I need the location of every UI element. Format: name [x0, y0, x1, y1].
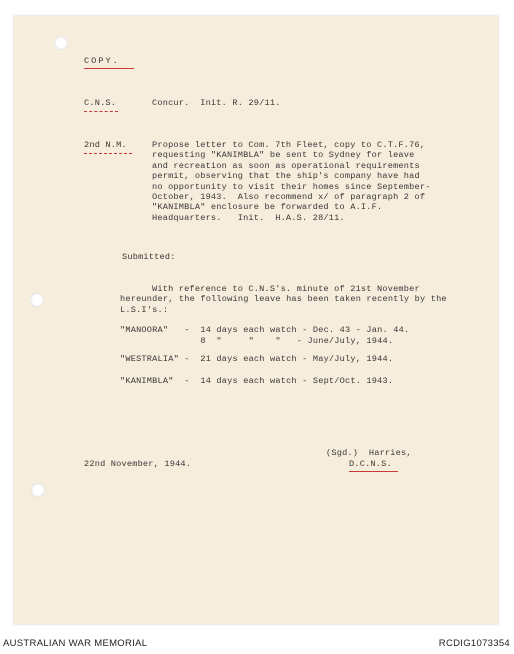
- text-line: L.S.I's.:: [120, 304, 169, 315]
- text-line: October, 1943. Also recommend x/ of paragraph 2 of: [152, 192, 426, 202]
- punch-hole: [31, 483, 45, 497]
- snm-label: 2nd N.M.: [84, 140, 127, 150]
- copy-heading: COPY.: [84, 56, 120, 66]
- copy-underline: [84, 68, 134, 69]
- text-line: requesting "KANIMBLA" be sent to Sydney for leave: [152, 150, 415, 161]
- cns-minute-text: Concur. Init. R. 29/11.: [152, 98, 281, 108]
- leave-row-westralia: "WESTRALIA" - 21 days each watch - May/July, 1944.: [120, 354, 394, 364]
- punch-hole: [30, 293, 44, 307]
- punch-hole: [54, 36, 68, 50]
- signer-underline: [349, 471, 398, 472]
- text-line: With reference to C.N.S's. minute of 21st November: [152, 284, 420, 294]
- text-line: permit, observing that the ship's company have had: [152, 171, 420, 182]
- text-line: Headquarters. Init. H.A.S. 28/11.: [152, 212, 345, 223]
- text-line: and recreation as soon as operational requirements: [152, 160, 420, 171]
- text-line: Propose letter to Com. 7th Fleet, copy to C.T.F.76,: [152, 140, 426, 150]
- signer-title: D.C.N.S.: [349, 459, 392, 469]
- archive-footer-left: AUSTRALIAN WAR MEMORIAL: [3, 638, 148, 649]
- leave-row-kanimbla: "KANIMBLA" - 14 days each watch - Sept/Oct. 1943.: [120, 376, 394, 386]
- document-date: 22nd November, 1944.: [84, 459, 192, 469]
- cns-underline: [84, 111, 118, 112]
- cns-label: C.N.S.: [84, 98, 117, 108]
- text-line: "KANIMBLA" enclosure be forwarded to A.I.F.: [152, 202, 383, 213]
- submitted-label: Submitted:: [122, 252, 176, 262]
- signature-line: (Sgd.) Harries,: [326, 448, 412, 458]
- text-line: hereunder, the following leave has been taken recently by the: [120, 294, 447, 305]
- text-line: no opportunity to visit their homes since September-: [152, 181, 431, 192]
- snm-underline: [84, 153, 132, 154]
- leave-row-manoora-2: 8 " " " - June/July, 1944.: [120, 335, 394, 346]
- leave-row-manoora: "MANOORA" - 14 days each watch - Dec. 43 - Jan. 44.: [120, 325, 410, 335]
- archive-footer-right: RCDIG1073354: [438, 638, 510, 649]
